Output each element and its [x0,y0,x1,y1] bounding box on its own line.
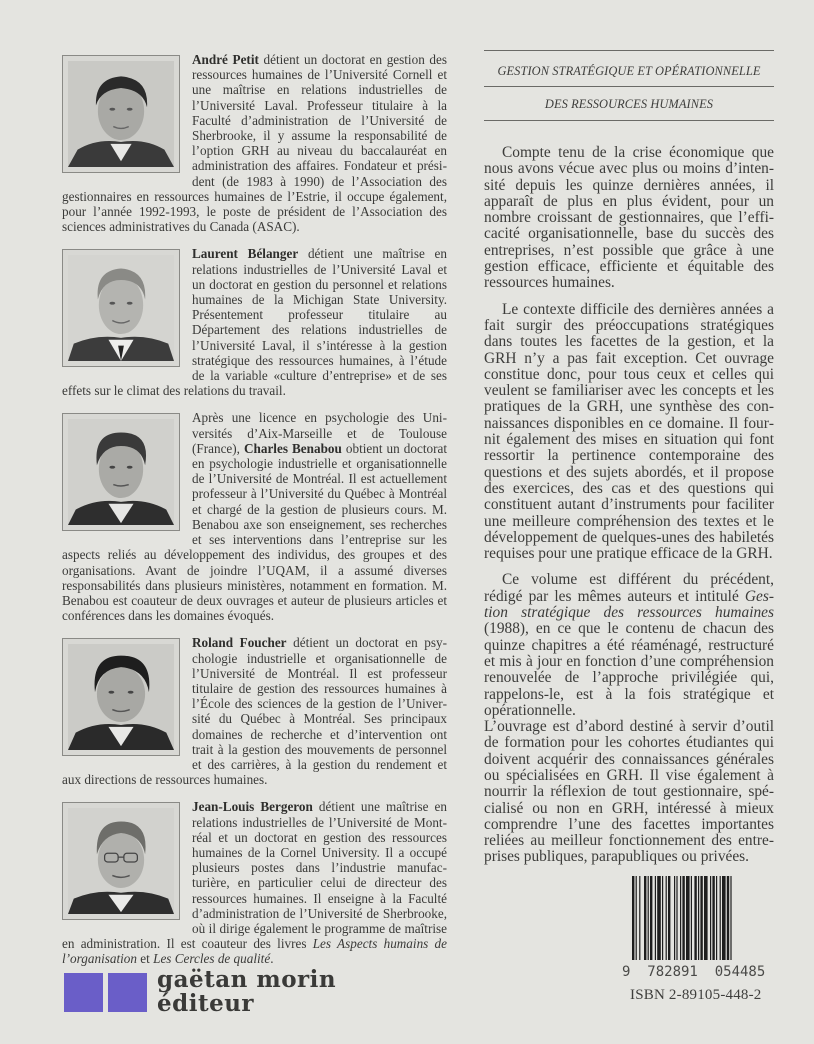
barcode-bar [662,876,663,960]
barcode-bar [722,876,726,960]
barcode-bar [666,876,667,960]
portrait-icon [68,644,174,750]
paragraph-text: Ce volume est différent du précédent, rédigé par les mêmes auteurs et intitulé [484,571,774,605]
paragraph-text: (1988), en ce que le contenu de chacun des quinze chapitres a été réaménagé, restructuré et mis à jour en fonction d’une compréhension renouvelée de l’approche privilégiée qui, rappelons-le, est à la fois stratégique et opérationnelle. [484,620,774,719]
author-bio-text: détient un doctorat en gestion des ressources humaines de l’Université Cornell et une maîtrise en relations industrielles de l’Université Laval. Professeur titulaire à la Faculté d’administration de l’Université de Sherbrooke, il y assume la responsabilité de l’option GRH au niveau du baccalauréat en administration des affaires. Fondateur et président (de 1983 à 1990) de l’Association des gestionnaires en ressources humaines de l’Estrie, il occupe également, pour l’année 1992-1993, le poste de président de l’Association des sciences administratives du Canada (ASAC). [62,52,447,235]
author-bios [62,52,447,967]
author-name: André Petit [192,52,259,67]
barcode-bar [691,876,692,960]
barcode-bar [682,876,684,960]
barcode-bar [727,876,729,960]
barcode-bar [694,876,696,960]
book-title: Les Aspects humains de l’organisation [62,936,447,967]
book-title-line-1: GESTION STRATÉGIQUE ET OPÉRATIONNELLE [484,51,774,87]
author-bio-foucher [62,635,447,787]
barcode-bar [704,876,708,960]
book-description [484,50,774,876]
barcode-bar [680,876,681,960]
barcode-bar [655,876,656,960]
barcode-bar [639,876,640,960]
barcode-bar [716,876,717,960]
isbn: ISBN 2-89105-448-2 [630,987,762,1003]
logo-square-icon [108,973,147,1012]
portrait-icon [68,255,174,361]
barcode-bar [700,876,702,960]
author-bio-text: détient une maîtrise en relations industrielles de l’Université de Montréal et un doctorat en gestion des ressources humaines de la Cornel University. Il a occupé plusieurs postes dans l’industrie manufacturière, en particulier celui de directeur des ressources humaines. Il enseigne à la Faculté d’administration de l’Université de Sherbrooke, où il dirige également le programme de maîtrise en administration. Il est coauteur des livres [62,799,447,952]
barcode-bar [686,876,690,960]
barcode-digits: 9 782891 054485 [622,964,766,980]
barcode-bar [636,876,637,960]
barcode-icon [632,876,768,960]
barcode-bar [698,876,699,960]
author-photo-bergeron [62,802,180,920]
previous-book-title: Gestion stratégique des ressources humaines [484,587,774,622]
author-name: Laurent Bélanger [192,246,299,262]
barcode-bar [644,876,646,960]
paragraph [484,572,774,719]
author-photo-petit [62,55,180,173]
author-bio-bergeron [62,799,447,966]
paragraph: Compte tenu de la crise économique que nous avons vécue avec plus ou moins d’intensité depuis les quinze dernières années, il apparaît de plus en plus évident, pour un nombre croissant de gestionnaires, que l’efficacité organisationnelle, base du succès des entreprises, n’est possible que grâce à une gestion efficace, efficiente et équitable des ressources humaines. [484,144,774,292]
barcode-bar [668,876,670,960]
barcode-bar [650,876,652,960]
publisher-name-line-2: éditeur [157,990,255,1017]
barcode-bar [648,876,649,960]
barcode-bar [657,876,661,960]
barcode-bar [674,876,675,960]
period: . [270,951,274,967]
author-photo-benabou [62,413,180,531]
publisher-name [157,968,336,1016]
portrait-icon [68,808,174,914]
conjunction: et [136,951,154,967]
barcode-bar [632,876,634,960]
author-name: Jean-Louis Bergeron [192,799,313,815]
book-title-line-2: DES RESSOURCES HUMAINES [544,97,714,111]
author-bio-petit [62,52,447,234]
paragraph: Le contexte difficile des dernières années a fait surgir des préoccupations stratégiques dans toutes les facettes de la gestion, et la GRH n’y a pas fait exception. Cet ouvrage constitue donc, pour tous ceux et celles qui veulent se familiariser avec les concepts et les pratiques de la GRH, une synthèse des connaissances disponibles en ce domaine. Il fournit également des mises en situation qui font ressortir la pertinence contemporaine des questions et des sujets abordés, et il propose des exercices, des cas et des questions qui constituent autant d’instruments pour faciliter une meilleure compréhension des textes et le développement de quelques-unes des habiletés requises pour une pratique efficace de la GRH. [484,300,774,563]
barcode-bar [730,876,731,960]
book-title-box [484,50,774,121]
author-bio-intro: Après une licence en psychologie des Universités d’Aix-Marseille et de Toulouse (France), [192,410,447,456]
portrait-icon [68,419,174,525]
author-bio-text: détient une maîtrise en relations industrielles de l’Université Laval et un doctorat en gestion du personnel et relations humaines de la Michigan State University. Présentement professeur titulaire au Département des relations industrielles de l’Université Laval, il s’intéresse à la gestion stratégique des ressources humaines, à l’étude de la variable «culture d’entreprise» et de ses effets sur le climat des relations du travail. [62,246,447,399]
author-bio-text: obtient un doctorat en psychologie industrielle et organisationnelle de l’Université de Montréal. Il est actuellement professeur à l’Université du Québec à Montréal et chargé de la gestion de plusieurs cours. M. Benabou axe son enseignement, ses recherches et ses interventions dans l’entreprise sur les aspects reliés au développement des individus, des groupes et des organisations. Avant de joindre l’UQAM, il a assumé diverses responsabilités dans plusieurs ministères, notamment en formation. M. Benabou est coauteur de deux ouvrages et auteur de plusieurs articles et conférences dans les domaines évoqués. [62,440,447,624]
barcode-bar [712,876,714,960]
author-name: Roland Foucher [192,635,287,651]
barcode-bar [720,876,721,960]
book-title: Les Cercles de qualité [153,951,271,967]
author-bio-benabou [62,410,447,623]
barcode-area [616,876,776,1004]
author-bio-text: détient un doctorat en psychologie industrielle et organisationnelle de l’Université de Montréal. Il est professeur titulaire de gestion des ressources humaines à l’École des sciences de la gestion de l’Université du Québec à Montréal. Ses principaux domaines de recherche et d’intervention ont trait à la gestion des mouvements de personnel et des carrières, à la gestion du rendement et aux directions de ressources humaines. [62,635,447,788]
author-photo-belanger [62,249,180,367]
barcode-bar [676,876,677,960]
publisher-name-line-1: gaëtan morin [157,966,337,993]
portrait-icon [68,61,174,167]
publisher-logo [64,968,336,1016]
author-bio-belanger [62,246,447,398]
logo-square-icon [64,973,103,1012]
author-photo-foucher [62,638,180,756]
paragraph: L’ouvrage est d’abord destiné à servir d’outil de formation pour les cohortes étudiantes qui doivent acquérir des connaissances générales ou spécialisées en GRH. Il vise également à nourrir la réflexion de tout gestionnaire, spécialisé ou non en GRH, intéressé à mieux comprendre l’une des facettes importantes reliées au meilleur fonctionnement des entreprises publiques, parapubliques ou privées. [484,718,774,866]
author-name: Charles Benabou [244,440,342,456]
description-body [484,145,774,866]
barcode-bar [710,876,711,960]
